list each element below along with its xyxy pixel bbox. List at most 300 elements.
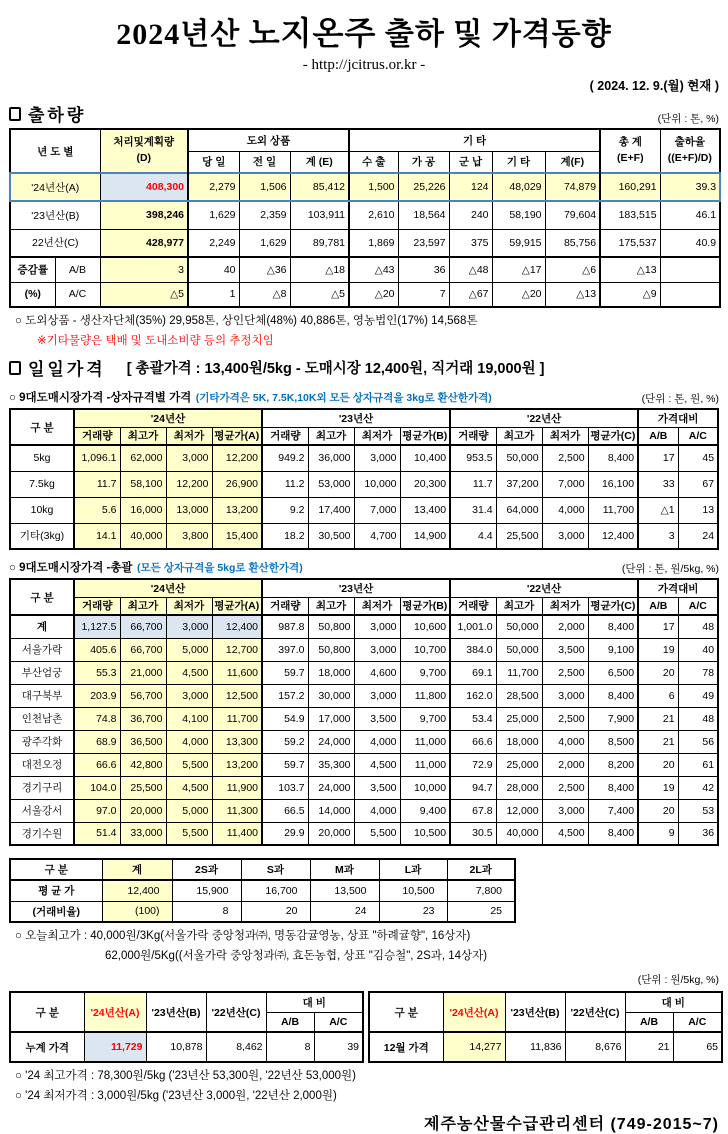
cell: 33,000 [120, 822, 166, 845]
cell: △13 [545, 282, 600, 307]
cell: 25,226 [398, 173, 449, 201]
col-header: 대 비 [625, 992, 722, 1012]
cell: 11,400 [212, 822, 262, 845]
col-header: 최고가 [120, 427, 166, 445]
cell: 65 [673, 1032, 722, 1062]
cell: △48 [449, 257, 492, 282]
cell: 20,000 [308, 822, 354, 845]
cell: 13,200 [212, 753, 262, 776]
col-header: '23년산(B) [146, 992, 206, 1032]
cell: 3,000 [166, 615, 212, 638]
cell: 58,190 [492, 201, 545, 229]
cell: 375 [449, 229, 492, 257]
col-header: A/B [638, 597, 678, 615]
table-row-cumulative [10, 1032, 363, 1062]
col-header: 평균가(B) [400, 597, 450, 615]
col-header: 최저가 [542, 427, 588, 445]
cell: 8,200 [588, 753, 638, 776]
col-header: 당 일 [188, 151, 239, 173]
square-bullet-icon [9, 107, 21, 121]
cell: 949.2 [262, 445, 308, 471]
cell: 26,900 [212, 471, 262, 497]
col-header: 최저가 [166, 427, 212, 445]
row-label: 광주각화 [10, 730, 74, 753]
cell: 3,000 [542, 684, 588, 707]
title-rest: 출하 및 가격동향 [384, 18, 612, 51]
cell: 103,911 [290, 201, 349, 229]
shipment-table [9, 128, 721, 308]
today-high-note-2: 62,000원/5Kg((서울가락 중앙청과㈜, 효돈농협, 상표 "김승철", 2S과, 14상자) [105, 950, 488, 962]
cell: 21 [638, 707, 678, 730]
row-label: 12월 가격 [369, 1032, 443, 1062]
col-header: M과 [310, 859, 379, 880]
col-header: 대 비 [266, 992, 363, 1012]
col-header: 수 출 [349, 151, 398, 173]
table-row-7-5kg [10, 471, 718, 497]
cell: 39.3 [660, 173, 720, 201]
col-header: 구 분 [10, 859, 102, 880]
cell: 74.8 [74, 707, 120, 730]
today-high-note-1: ○ 오늘최고가 : 40,000원/3Kg(서울가락 중앙청과㈜, 명동감귤영농, 상표 "하례귤향", 16상자) [15, 930, 471, 942]
cell: 4,600 [354, 661, 400, 684]
col-header: 최고가 [308, 597, 354, 615]
daily-price-section-title [9, 355, 544, 380]
cell: 12,400 [588, 523, 638, 549]
cell: 1,869 [349, 229, 398, 257]
cell: 40 [678, 638, 718, 661]
cell: 42 [678, 776, 718, 799]
cell: △17 [492, 257, 545, 282]
cell: 1,629 [239, 229, 290, 257]
table-row-etc-3kg [10, 523, 718, 549]
cell: 4,700 [354, 523, 400, 549]
cell: 4,500 [542, 822, 588, 845]
max-price-note: ○ '24 최고가격 : 78,300원/5kg ('23년산 53,300원, '22년산 53,000원) [15, 1070, 356, 1082]
cell: △18 [290, 257, 349, 282]
col-header: 평균가(B) [400, 427, 450, 445]
cell: 7,900 [588, 707, 638, 730]
overall-price-label: ○ 9대도매시장가격 -총괄 [9, 562, 133, 574]
cell: 53.4 [450, 707, 496, 730]
table-row-market [10, 730, 718, 753]
row-label: 기타(3kg) [10, 523, 74, 549]
cell: 10,500 [400, 822, 450, 845]
cell: 11,800 [400, 684, 450, 707]
col-header: A/C [678, 597, 718, 615]
cell: 11,700 [212, 707, 262, 730]
col-header: 구 분 [10, 409, 74, 445]
cell: 40.9 [660, 229, 720, 257]
cell: 8 [172, 901, 241, 922]
col-header: S과 [241, 859, 310, 880]
col-header: '22년산(C) [206, 992, 266, 1032]
col-header: 구 분 [369, 992, 443, 1032]
col-header: 년 도 별 [10, 129, 100, 173]
col-header: 최고가 [120, 597, 166, 615]
cell: 13,000 [166, 497, 212, 523]
cell: 7,000 [542, 471, 588, 497]
row-label: A/C [55, 282, 100, 307]
cell: 2,500 [542, 707, 588, 730]
row-label: 인천남촌 [10, 707, 74, 730]
col-header: A/B [266, 1012, 314, 1032]
table-row-market [10, 822, 718, 845]
cell: 5,500 [354, 822, 400, 845]
table-row-change-ab [10, 257, 720, 282]
col-header: 가격대비 [638, 409, 718, 427]
col-header: 평균가(A) [212, 597, 262, 615]
table-row-market [10, 776, 718, 799]
cell: 50,800 [308, 615, 354, 638]
cell: 25 [447, 901, 515, 922]
cell: 408,300 [100, 173, 188, 201]
cell: 1,506 [239, 173, 290, 201]
cell: 28,000 [496, 776, 542, 799]
cell: 36,000 [308, 445, 354, 471]
col-header: '24년산 [74, 409, 262, 427]
cell: 25,000 [496, 707, 542, 730]
cell: 48,029 [492, 173, 545, 201]
cell: 17,000 [308, 707, 354, 730]
cell: 50,800 [308, 638, 354, 661]
col-header: '22년산(C) [565, 992, 625, 1032]
cell: 85,756 [545, 229, 600, 257]
cell: 13,300 [212, 730, 262, 753]
cell: 61 [678, 753, 718, 776]
cell: 49 [678, 684, 718, 707]
cell: 162.0 [450, 684, 496, 707]
cell: 78 [678, 661, 718, 684]
cell: 68.9 [74, 730, 120, 753]
cell: 2,000 [542, 615, 588, 638]
cell: 45 [678, 445, 718, 471]
cell: 5,500 [166, 822, 212, 845]
cell: 74,879 [545, 173, 600, 201]
shipment-section-title [9, 101, 86, 126]
col-header-line: (D) [136, 152, 152, 164]
cell: 5,500 [166, 753, 212, 776]
col-header: 군 납 [449, 151, 492, 173]
cell: 1 [188, 282, 239, 307]
cell: 3,500 [542, 638, 588, 661]
cell: 39 [314, 1032, 363, 1062]
cell: 2,500 [542, 776, 588, 799]
cell: 20 [638, 799, 678, 822]
daily-price-section-header [9, 355, 719, 380]
cell: 2,279 [188, 173, 239, 201]
row-label: 7.5kg [10, 471, 74, 497]
site-url: - http://jcitrus.or.kr - [302, 57, 426, 73]
cell: 79,604 [545, 201, 600, 229]
col-header: '24년산(A) [443, 992, 505, 1032]
cell: 11.7 [450, 471, 496, 497]
cell: 31.4 [450, 497, 496, 523]
cell: 12,400 [102, 880, 172, 901]
cell: 3,000 [354, 684, 400, 707]
cumulative-unit-label: (단위 : 원/5kg, %) [637, 974, 719, 986]
cell: 9,700 [400, 707, 450, 730]
cell: 18,000 [496, 730, 542, 753]
cell: 20 [241, 901, 310, 922]
cell: 24,000 [308, 730, 354, 753]
boxsize-price-table [9, 408, 719, 550]
cell: 25,000 [496, 753, 542, 776]
price-summary: [ 총괄가격 : 13,400원/5kg - 도매시장 12,400원, 직거래 19,000원 ] [126, 361, 545, 377]
cell: 405.6 [74, 638, 120, 661]
row-label: A/B [55, 257, 100, 282]
cell: 56 [678, 730, 718, 753]
cell: 12,700 [212, 638, 262, 661]
col-header: '24년산 [74, 579, 262, 597]
cell: △9 [600, 282, 660, 307]
shipment-section-header [9, 101, 719, 126]
cell: 20 [638, 753, 678, 776]
cell: 3,500 [354, 776, 400, 799]
cell: 66.6 [74, 753, 120, 776]
row-label: (%) [10, 282, 55, 307]
row-label: 계 [10, 615, 74, 638]
row-label: 부산엄궁 [10, 661, 74, 684]
cell: 175,537 [600, 229, 660, 257]
square-bullet-icon [9, 361, 21, 375]
cell: 11.2 [262, 471, 308, 497]
cell: 5.6 [74, 497, 120, 523]
cell: 11,000 [400, 753, 450, 776]
cell: 14.1 [74, 523, 120, 549]
cell: 398,246 [100, 201, 188, 229]
row-label: 경기수원 [10, 822, 74, 845]
cell: 59.7 [262, 753, 308, 776]
cell: 36 [398, 257, 449, 282]
cell: 11,900 [212, 776, 262, 799]
col-header: 구 분 [10, 992, 84, 1032]
table-row-2022 [10, 229, 720, 257]
table-row-market [10, 799, 718, 822]
cell: 53 [678, 799, 718, 822]
cell: △20 [492, 282, 545, 307]
cell: 24 [310, 901, 379, 922]
col-header: 계 (E) [290, 151, 349, 173]
col-header: 가 공 [398, 151, 449, 173]
cell: 11,836 [505, 1032, 565, 1062]
cell: 66,700 [120, 638, 166, 661]
overall-price-table [9, 578, 719, 846]
cell: 10,878 [146, 1032, 206, 1062]
col-header: 최저가 [542, 597, 588, 615]
cell: 11,000 [400, 730, 450, 753]
col-header: 도외 상품 [188, 129, 349, 151]
cell: 2,500 [542, 661, 588, 684]
row-label: 5kg [10, 445, 74, 471]
cell: 12,200 [166, 471, 212, 497]
title-year: 2024년산 [116, 18, 241, 51]
cell: 1,096.1 [74, 445, 120, 471]
cell: 10,000 [354, 471, 400, 497]
cell: 55.3 [74, 661, 120, 684]
cell: 40,000 [120, 523, 166, 549]
cell: △36 [239, 257, 290, 282]
cell: 4,100 [166, 707, 212, 730]
cell: 6,500 [588, 661, 638, 684]
cell: 3,000 [166, 445, 212, 471]
cell: 3,500 [354, 707, 400, 730]
cell: 3,000 [354, 615, 400, 638]
cell: 10,700 [400, 638, 450, 661]
boxsize-unit-label: (단위 : 톤, 원, %) [641, 393, 719, 405]
col-header-line: 총 계 [618, 136, 642, 149]
table-row-trade-ratio [10, 901, 515, 922]
cell: 20,300 [400, 471, 450, 497]
cell: 67 [678, 471, 718, 497]
cell: 384.0 [450, 638, 496, 661]
row-label: 대구북부 [10, 684, 74, 707]
col-header: 최저가 [166, 597, 212, 615]
col-header: 기 타 [492, 151, 545, 173]
cell: 4.4 [450, 523, 496, 549]
cell: 3,000 [354, 638, 400, 661]
report-date: ( 2024. 12. 9.(월) 현재 ) [589, 79, 719, 93]
cell: 14,277 [443, 1032, 505, 1062]
cell: 397.0 [262, 638, 308, 661]
cell: 14,000 [308, 799, 354, 822]
cell: 9.2 [262, 497, 308, 523]
cell: 3,000 [542, 523, 588, 549]
cumulative-price-table [9, 991, 364, 1063]
col-header [100, 129, 188, 173]
cell: 4,000 [354, 799, 400, 822]
cell: 62,000 [120, 445, 166, 471]
table-row-avg-price [10, 880, 515, 901]
cell: 12,000 [496, 799, 542, 822]
cell: 42,800 [120, 753, 166, 776]
cell: (100) [102, 901, 172, 922]
overall-unit-label: (단위 : 톤, 원/5kg, %) [621, 563, 719, 575]
col-header: '23년산 [262, 579, 450, 597]
cell: 2,000 [542, 753, 588, 776]
cell: 20,000 [120, 799, 166, 822]
col-header: '22년산 [450, 409, 638, 427]
org-footer: 제주농산물수급관리센터 (749-2015~7) [424, 1116, 719, 1133]
row-label: 22년산(C) [10, 229, 100, 257]
cell: 12,400 [212, 615, 262, 638]
col-header: '23년산 [262, 409, 450, 427]
cell: 35,300 [308, 753, 354, 776]
boxsize-price-label: ○ 9대도매시장가격 -상자규격별 가격 [9, 392, 192, 404]
col-header: 계 [102, 859, 172, 880]
cell: △20 [349, 282, 398, 307]
shipment-section-label: 출하량 [28, 106, 87, 125]
col-header: 평균가(A) [212, 427, 262, 445]
cell: 97.0 [74, 799, 120, 822]
col-header: 거래량 [262, 597, 308, 615]
cell: △67 [449, 282, 492, 307]
page-title [9, 8, 719, 54]
cell: 69.1 [450, 661, 496, 684]
table-row-2023 [10, 201, 720, 229]
cell: 17,400 [308, 497, 354, 523]
cell: △5 [100, 282, 188, 307]
cell: 25,500 [120, 776, 166, 799]
col-header-line: ((E+F)/D) [667, 152, 712, 164]
cell: 8,400 [588, 684, 638, 707]
cell [660, 282, 720, 307]
cell: 28,500 [496, 684, 542, 707]
cell: 16,100 [588, 471, 638, 497]
cell: 203.9 [74, 684, 120, 707]
cell: 66.6 [450, 730, 496, 753]
cell: 23,597 [398, 229, 449, 257]
cell: 240 [449, 201, 492, 229]
cell: 67.8 [450, 799, 496, 822]
table-row-2024 [10, 173, 720, 201]
col-header [600, 129, 660, 173]
cell: 4,500 [166, 776, 212, 799]
table-row-5kg [10, 445, 718, 471]
cell: 20 [638, 661, 678, 684]
col-header: A/B [638, 427, 678, 445]
cell: 66.5 [262, 799, 308, 822]
cell: 50,000 [496, 615, 542, 638]
cell: △8 [239, 282, 290, 307]
cell: 1,500 [349, 173, 398, 201]
cell: 2,359 [239, 201, 290, 229]
cell: 8 [266, 1032, 314, 1062]
col-header-line: 출하율 [674, 136, 706, 149]
cell: 9 [638, 822, 678, 845]
cell: 89,781 [290, 229, 349, 257]
cell: 8,400 [588, 445, 638, 471]
summary-price-tables [9, 989, 719, 1063]
cell: 19 [638, 638, 678, 661]
cell: 157.2 [262, 684, 308, 707]
cell: 13 [678, 497, 718, 523]
col-header: '23년산(B) [505, 992, 565, 1032]
cell: 8,676 [565, 1032, 625, 1062]
cell: 7,800 [447, 880, 515, 901]
cell: 8,400 [588, 776, 638, 799]
cell: 64,000 [496, 497, 542, 523]
cell: 11,700 [588, 497, 638, 523]
cell: 3,800 [166, 523, 212, 549]
cell: 18.2 [262, 523, 308, 549]
cell: 16,000 [120, 497, 166, 523]
cell: 59.7 [262, 661, 308, 684]
cell: 183,515 [600, 201, 660, 229]
row-label: 증감률 [10, 257, 55, 282]
cell: 7 [398, 282, 449, 307]
min-price-note: ○ '24 최저가격 : 3,000원/5kg ('23년산 3,000원, '22년산 2,000원) [15, 1090, 337, 1102]
cell: 11,729 [84, 1032, 146, 1062]
col-header: L과 [379, 859, 447, 880]
cell: 46.1 [660, 201, 720, 229]
col-header: 평균가(C) [588, 597, 638, 615]
row-label: '24년산(A) [10, 173, 100, 201]
cell: 10,400 [400, 445, 450, 471]
row-label: 10kg [10, 497, 74, 523]
cell: 15,900 [172, 880, 241, 901]
cell: 13,500 [310, 880, 379, 901]
cell: 1,629 [188, 201, 239, 229]
cell: 7,400 [588, 799, 638, 822]
cell: 18,000 [308, 661, 354, 684]
col-header: A/C [314, 1012, 363, 1032]
cell: 66,700 [120, 615, 166, 638]
cell: 59,915 [492, 229, 545, 257]
overall-price-subheader [9, 558, 719, 576]
col-header: 최고가 [496, 427, 542, 445]
cell: 58,100 [120, 471, 166, 497]
shipment-note-doe: ○ 도외상품 - 생산자단체(35%) 29,958톤, 상인단체(48%) 40,886톤, 영농법인(17%) 14,568톤 [15, 315, 478, 327]
